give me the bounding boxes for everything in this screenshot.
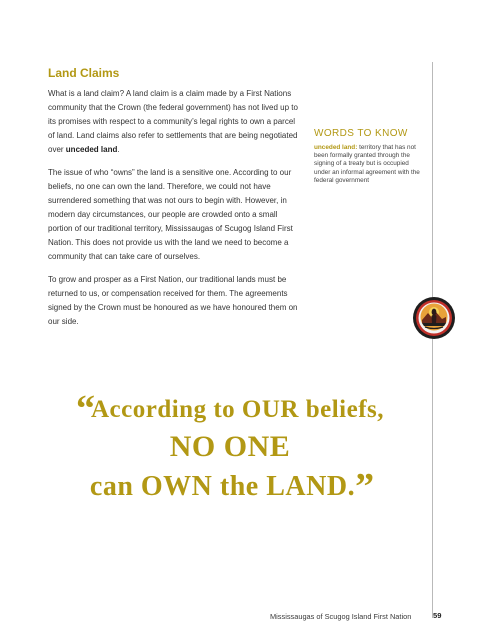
pull-quote-line-1 — [40, 388, 420, 430]
definition-term: unceded land: — [314, 144, 358, 151]
nation-emblem-icon — [412, 296, 456, 340]
paragraph-2 — [48, 166, 300, 264]
section-title: Land Claims — [48, 66, 120, 80]
pull-quote-text-3: can OWN the LAND. — [89, 471, 356, 502]
pull-quote-line-3 — [40, 467, 420, 507]
paragraph-1-bold-term: unceded land — [65, 145, 118, 154]
pull-quote — [40, 388, 420, 508]
words-to-know-box — [314, 128, 426, 185]
definition-text — [314, 144, 426, 185]
pull-quote-text-1: According to OUR beliefs, — [90, 396, 385, 423]
paragraph-2-text: The issue of who “owns” the land is a sensitive one. According to our beliefs, no one can own the land. Therefore, we could not have surrendered something that was not ours to begin with. However, in modern day circumstances, our people are crowded onto a small portion of our traditional territory, Mississaugas of Scugog Island First Nation. This does not provide us with the land we need to become a community that can take care of ourselves. — [48, 168, 293, 261]
paragraph-1 — [48, 87, 300, 157]
page-number: 59 — [433, 611, 442, 620]
close-quote-mark: ” — [355, 466, 371, 508]
paragraph-3 — [48, 273, 300, 329]
paragraph-3-text: To grow and prosper as a First Nation, our traditional lands must be returned to us, or compensation received for them. The agreements signed by the Crown must be honoured as we have honoured them on our side. — [48, 275, 298, 326]
paragraph-1-text: What is a land claim? A land claim is a claim made by a First Nations community that the Crown (the federal government) has not lived up to its promises with respect to a community’s legal rights to own a parcel of land. Land claims also refer to settlements that are being negotiated over — [48, 89, 298, 154]
pull-quote-line-2: NO ONE — [169, 430, 291, 463]
running-footer: Mississaugas of Scugog Island First Nation — [270, 612, 412, 621]
main-column — [48, 66, 300, 338]
paragraph-1-tail: . — [117, 145, 120, 154]
words-to-know-heading: WORDS TO KNOW — [314, 128, 408, 139]
open-quote-mark: “ — [75, 388, 91, 430]
definition-body: territory that has not been formally granted through the signing of a treaty but is occupied under an informal agreement with the federal government — [314, 144, 420, 184]
